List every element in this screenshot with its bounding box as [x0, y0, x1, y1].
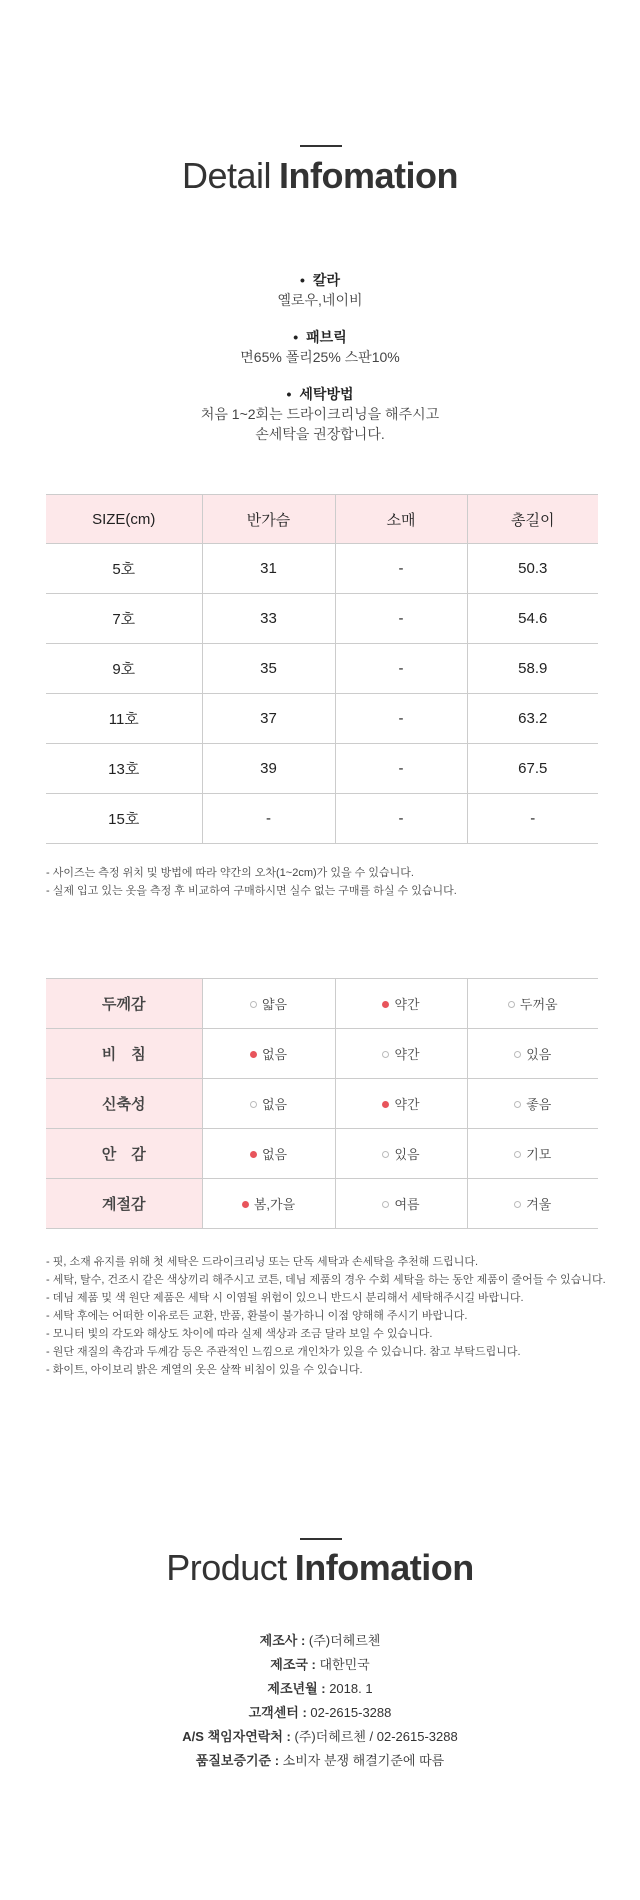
- header-chest: 반가슴: [202, 495, 335, 544]
- note-line: - 화이트, 아이보리 밝은 계열의 옷은 살짝 비침이 있을 수 있습니다.: [46, 1364, 363, 1376]
- detail-item-washing: [0, 384, 640, 444]
- cell-length: 58.9: [467, 644, 598, 694]
- bullet-icon: •: [293, 329, 299, 345]
- radio-empty-icon: [514, 1051, 521, 1058]
- table-row: [46, 744, 598, 794]
- note-line: - 핏, 소재 유지를 위해 첫 세탁은 드라이크리닝 또는 단독 세탁과 손세탁을 추천해 드립니다.: [46, 1256, 479, 1268]
- cell-length: 50.3: [467, 544, 598, 594]
- fit-label: 안 감: [46, 1129, 202, 1179]
- cell-chest: 39: [202, 744, 335, 794]
- note-line: - 세탁 후에는 어떠한 이유로든 교환, 반품, 환불이 불가하니 이점 양해해 주시기 바랍니다.: [46, 1310, 468, 1322]
- size-table-header: [46, 495, 598, 544]
- bullet-icon: •: [286, 386, 292, 402]
- cell-sleeve: -: [335, 544, 467, 594]
- note-line: - 실제 입고 있는 옷을 측정 후 비교하여 구매하시면 실수 없는 구매를 하실 수 있습니다.: [46, 885, 457, 897]
- product-section-title: [0, 1547, 640, 1589]
- product-info-line: A/S 책임자연락처 : (주)더헤르첸 / 02-2615-3288: [182, 1729, 458, 1744]
- fit-row-season: [46, 1179, 598, 1229]
- cell-length: 67.5: [467, 744, 598, 794]
- info-label: • 칼라: [300, 272, 340, 288]
- fit-option: 있음: [335, 1129, 467, 1179]
- fit-option-selected: 약간: [335, 1079, 467, 1129]
- radio-empty-icon: [250, 1001, 257, 1008]
- cell-size: 5호: [46, 544, 202, 594]
- fit-row-lining: [46, 1129, 598, 1179]
- radio-empty-icon: [508, 1001, 515, 1008]
- fit-label: 두께감: [46, 979, 202, 1029]
- product-info-line: 제조사 : (주)더헤르첸: [259, 1633, 381, 1648]
- radio-filled-icon: [242, 1201, 249, 1208]
- product-info-list: [0, 1629, 640, 1773]
- product-info-line: 제조년월 : 2018. 1: [267, 1681, 373, 1696]
- fit-option: 좋음: [467, 1079, 598, 1129]
- product-info-line: 제조국 : 대한민국: [270, 1657, 370, 1672]
- detail-title-light: Detail: [181, 155, 272, 196]
- fit-option: 얇음: [202, 979, 335, 1029]
- note-line: - 데님 제품 및 색 원단 제품은 세탁 시 이염될 위험이 있으니 반드시 분리해서 세탁해주시길 바랍니다.: [46, 1292, 524, 1304]
- fit-option: 없음: [202, 1079, 335, 1129]
- note-line: - 원단 재질의 촉감과 두께감 등은 주관적인 느낌으로 개인차가 있을 수 있습니다. 참고 부탁드립니다.: [46, 1346, 521, 1358]
- fit-option: 여름: [335, 1179, 467, 1229]
- fit-row-thickness: [46, 979, 598, 1029]
- cell-sleeve: -: [335, 644, 467, 694]
- radio-empty-icon: [514, 1201, 521, 1208]
- detail-section-title: [0, 155, 640, 197]
- size-notes: [46, 864, 606, 900]
- cell-sleeve: -: [335, 794, 467, 844]
- header-length: 총길이: [467, 495, 598, 544]
- product-title-bold: Infomation: [294, 1547, 474, 1588]
- cell-length: 63.2: [467, 694, 598, 744]
- cell-chest: 37: [202, 694, 335, 744]
- table-row: [46, 594, 598, 644]
- fit-option: 약간: [335, 1029, 467, 1079]
- cell-length: 54.6: [467, 594, 598, 644]
- fit-option: 두꺼움: [467, 979, 598, 1029]
- fit-label: 계절감: [46, 1179, 202, 1229]
- cell-sleeve: -: [335, 594, 467, 644]
- bullet-icon: •: [300, 272, 305, 288]
- cell-sleeve: -: [335, 694, 467, 744]
- fit-option: 겨울: [467, 1179, 598, 1229]
- cell-size: 7호: [46, 594, 202, 644]
- table-row: [46, 794, 598, 844]
- cell-length: -: [467, 794, 598, 844]
- cell-size: 11호: [46, 694, 202, 744]
- radio-filled-icon: [250, 1051, 257, 1058]
- table-row: [46, 644, 598, 694]
- cell-chest: 33: [202, 594, 335, 644]
- radio-empty-icon: [514, 1151, 521, 1158]
- fit-row-sheerness: [46, 1029, 598, 1079]
- fit-row-stretch: [46, 1079, 598, 1129]
- info-value: 처음 1~2회는 드라이크리닝을 해주시고: [200, 406, 440, 422]
- care-notes: [46, 1253, 606, 1379]
- product-info-line: 고객센터 : 02-2615-3288: [248, 1705, 392, 1720]
- radio-filled-icon: [382, 1001, 389, 1008]
- fit-label: 신축성: [46, 1079, 202, 1129]
- detail-item-color: [0, 270, 640, 310]
- info-value: 면65% 폴리25% 스판10%: [240, 349, 400, 365]
- cell-size: 9호: [46, 644, 202, 694]
- fit-option-selected: 봄,가을: [202, 1179, 335, 1229]
- product-title-light: Product: [166, 1547, 287, 1588]
- fit-table: [46, 978, 598, 1229]
- info-value: 옐로우,네이비: [277, 292, 363, 308]
- radio-empty-icon: [250, 1101, 257, 1108]
- fit-label: 비 침: [46, 1029, 202, 1079]
- info-label: • 세탁방법: [286, 386, 354, 402]
- detail-item-fabric: [0, 327, 640, 367]
- radio-empty-icon: [382, 1051, 389, 1058]
- fit-option-selected: 없음: [202, 1029, 335, 1079]
- cell-chest: 35: [202, 644, 335, 694]
- info-value: 손세탁을 권장합니다.: [255, 426, 385, 442]
- cell-sleeve: -: [335, 744, 467, 794]
- table-row: [46, 544, 598, 594]
- cell-size: 13호: [46, 744, 202, 794]
- header-sleeve: 소매: [335, 495, 467, 544]
- note-line: - 사이즈는 측정 위치 및 방법에 따라 약간의 오차(1~2cm)가 있을 수 있습니다.: [46, 867, 414, 879]
- cell-chest: 31: [202, 544, 335, 594]
- title-divider: [300, 145, 342, 147]
- title-divider: [300, 1538, 342, 1540]
- radio-empty-icon: [382, 1151, 389, 1158]
- radio-filled-icon: [250, 1151, 257, 1158]
- header-size: SIZE(cm): [46, 495, 202, 544]
- detail-title-bold: Infomation: [279, 155, 459, 196]
- cell-chest: -: [202, 794, 335, 844]
- fit-option: 있음: [467, 1029, 598, 1079]
- radio-filled-icon: [382, 1101, 389, 1108]
- cell-size: 15호: [46, 794, 202, 844]
- size-table: [46, 494, 598, 844]
- radio-empty-icon: [382, 1201, 389, 1208]
- info-label: • 패브릭: [293, 329, 347, 345]
- product-info-line: 품질보증기준 : 소비자 분쟁 해결기준에 따름: [195, 1753, 445, 1768]
- note-line: - 세탁, 탈수, 건조시 같은 색상끼리 해주시고 코튼, 데님 제품의 경우 수회 세탁을 하는 동안 제품이 줄어들 수 있습니다.: [46, 1274, 606, 1286]
- table-row: [46, 694, 598, 744]
- fit-option-selected: 약간: [335, 979, 467, 1029]
- fit-option-selected: 없음: [202, 1129, 335, 1179]
- radio-empty-icon: [514, 1101, 521, 1108]
- note-line: - 모니터 빛의 각도와 해상도 차이에 따라 실제 색상과 조금 달라 보일 수 있습니다.: [46, 1328, 433, 1340]
- fit-option: 기모: [467, 1129, 598, 1179]
